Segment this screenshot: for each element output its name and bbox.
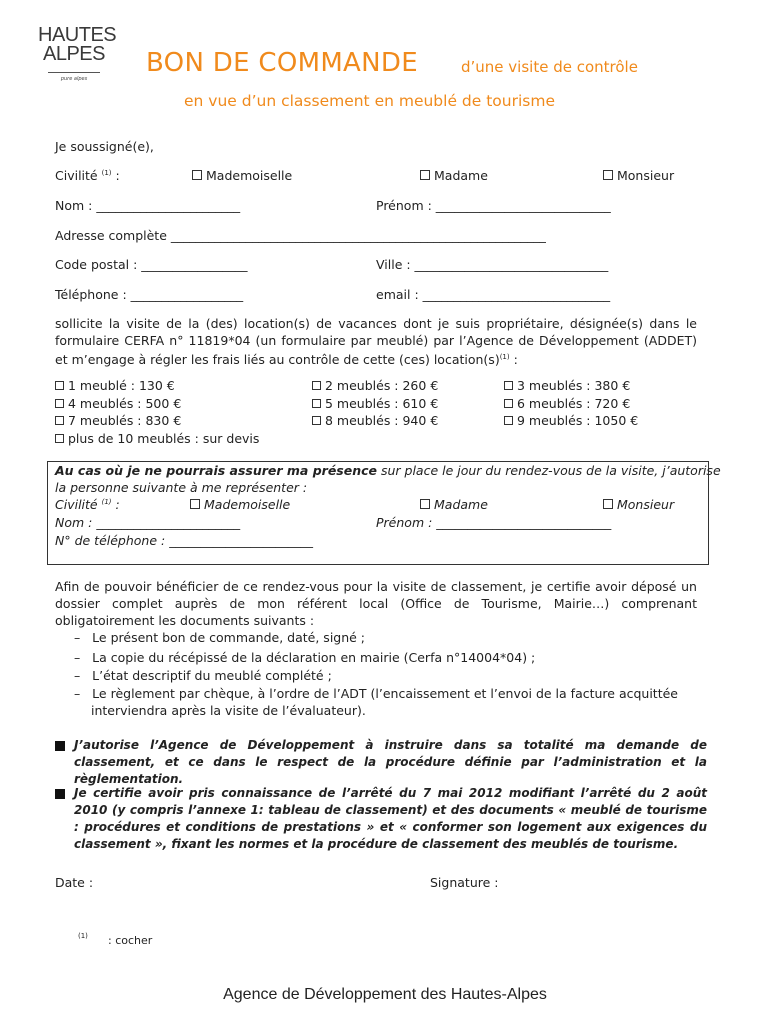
- logo-line1: HAUTES: [38, 24, 117, 46]
- checkbox-icon[interactable]: [190, 499, 200, 509]
- request-end: :: [509, 352, 518, 368]
- request-note-ref: (1): [499, 353, 510, 361]
- checkbox-icon[interactable]: [504, 399, 513, 408]
- checkbox-madame-label: Madame: [434, 168, 488, 183]
- nom-field[interactable]: Nom : _______________________: [55, 198, 241, 213]
- price-option[interactable]: [504, 413, 638, 428]
- price-option[interactable]: [55, 378, 175, 393]
- list-item: – Le présent bon de commande, daté, signé ;: [74, 630, 366, 645]
- price-label: 3 meublés : 380 €: [517, 378, 631, 393]
- price-label: 2 meublés : 260 €: [325, 378, 439, 393]
- rep-telephone-field[interactable]: N° de téléphone : _______________________: [55, 533, 313, 548]
- rep-civilite-colon: :: [111, 497, 120, 512]
- rep-mme-label: Madame: [434, 497, 488, 512]
- checkbox-icon[interactable]: [603, 499, 613, 509]
- rep-checkbox-madame[interactable]: [420, 497, 488, 512]
- checkbox-madame[interactable]: [420, 168, 488, 183]
- list-item-text: Le présent bon de commande, daté, signé ;: [92, 630, 366, 645]
- date-field[interactable]: Date :: [55, 875, 94, 890]
- checkbox-icon[interactable]: [312, 416, 321, 425]
- logo-line2: ALPES: [43, 43, 105, 65]
- checkbox-mademoiselle[interactable]: [192, 168, 292, 183]
- checkbox-monsieur-label: Monsieur: [617, 168, 675, 183]
- price-option[interactable]: [55, 396, 181, 411]
- price-option[interactable]: [55, 431, 259, 446]
- page-title-sub: d’une visite de contrôle: [461, 58, 638, 76]
- list-item-text: La copie du récépissé de la déclaration en mairie (Cerfa n°14004*04) ;: [92, 650, 536, 665]
- price-option[interactable]: [504, 378, 630, 393]
- bullet-square-icon: [55, 741, 65, 751]
- checkbox-icon[interactable]: [55, 399, 64, 408]
- price-option[interactable]: [312, 396, 438, 411]
- rep-civilite-text: Civilité: [55, 497, 98, 512]
- civilite-label: [55, 168, 120, 183]
- rep-m-label: Monsieur: [617, 497, 675, 512]
- rep-checkbox-mademoiselle[interactable]: [190, 497, 290, 512]
- checkbox-icon[interactable]: [312, 381, 321, 390]
- absence-bold: Au cas où je ne pourrais assurer ma présence: [55, 463, 377, 478]
- checkbox-monsieur[interactable]: [603, 168, 674, 183]
- rep-nom-field[interactable]: Nom : _______________________: [55, 515, 241, 530]
- footer-text: Agence de Développement des Hautes-Alpes: [223, 986, 547, 1003]
- checkbox-icon[interactable]: [192, 170, 202, 180]
- price-label: 4 meublés : 500 €: [68, 396, 182, 411]
- checkbox-icon[interactable]: [55, 381, 64, 390]
- list-item: – La copie du récépissé de la déclaration en mairie (Cerfa n°14004*04) ;: [74, 650, 536, 665]
- list-item-text: L’état descriptif du meublé complété ;: [92, 668, 332, 683]
- logo: [38, 24, 117, 92]
- price-label: 6 meublés : 720 €: [517, 396, 631, 411]
- checkbox-icon[interactable]: [504, 416, 513, 425]
- list-item: – Le règlement par chèque, à l’ordre de l’ADT (l’encaissement et l’envoi de la facture acquittée: [74, 686, 678, 701]
- checkbox-icon[interactable]: [504, 381, 513, 390]
- note-text: : cocher: [108, 934, 153, 947]
- adresse-field[interactable]: Adresse complète ____________________________________________________________: [55, 228, 546, 243]
- price-label: 7 meublés : 830 €: [68, 413, 182, 428]
- email-field[interactable]: email : ______________________________: [376, 287, 611, 302]
- list-item: – L’état descriptif du meublé complété ;: [74, 668, 332, 683]
- request-paragraph: [55, 315, 697, 368]
- price-label: 9 meublés : 1050 €: [517, 413, 639, 428]
- logo-tagline: pure alpes: [60, 76, 88, 82]
- rep-civilite-note-ref: (1): [101, 497, 112, 506]
- price-label: plus de 10 meublés : sur devis: [68, 431, 260, 446]
- certification-text: Je certifie avoir pris connaissance de l’arrêté du 7 mai 2012 modifiant l’arrêté du 2 août 2010 (y compris l’annexe 1: tableau de classement) et des documents « meublé de tourisme : procédures et conditions de prestations » et « conformer son logement aux exigences du classement », fixant les normes et la procédure de classement des meublés de tourisme.: [74, 786, 707, 851]
- certify-paragraph: Afin de pouvoir bénéficier de ce rendez-vous pour la visite de classement, je certifie avoir déposé un dossier complet auprès de mon référent local (Office de Tourisme, Mairie…) comprenant obligatoirement les documents suivants :: [55, 579, 697, 628]
- rep-mlle-label: Mademoiselle: [204, 497, 291, 512]
- price-option[interactable]: [312, 378, 438, 393]
- price-option[interactable]: [312, 413, 438, 428]
- price-option[interactable]: [55, 413, 181, 428]
- price-label: 5 meublés : 610 €: [325, 396, 439, 411]
- price-option[interactable]: [504, 396, 630, 411]
- absence-rest: sur place le jour du rendez-vous de la visite, j’autorise: [377, 463, 721, 478]
- prenom-field[interactable]: Prénom : ____________________________: [376, 198, 611, 213]
- list-item-continued: interviendra après la visite de l’évaluateur).: [91, 703, 366, 718]
- page-title: BON DE COMMANDE: [146, 48, 418, 78]
- checkbox-icon[interactable]: [420, 499, 430, 509]
- intro-text: Je soussigné(e),: [55, 139, 154, 154]
- rep-prenom-field[interactable]: Prénom : ____________________________: [376, 515, 612, 530]
- signature-field[interactable]: Signature :: [430, 875, 499, 890]
- page-subtitle: en vue d’un classement en meublé de tourisme: [184, 92, 555, 110]
- absence-line2: la personne suivante à me représenter :: [55, 480, 308, 495]
- civilite-colon: :: [111, 168, 120, 183]
- rep-checkbox-monsieur[interactable]: [603, 497, 674, 512]
- price-label: 1 meublé : 130 €: [68, 378, 175, 393]
- civilite-label-text: Civilité: [55, 168, 98, 183]
- checkbox-icon[interactable]: [312, 399, 321, 408]
- ville-field[interactable]: Ville : _______________________________: [376, 257, 609, 272]
- code-postal-field[interactable]: Code postal : _________________: [55, 257, 248, 272]
- bullet-square-icon: [55, 789, 65, 799]
- checkbox-icon[interactable]: [603, 170, 613, 180]
- checkbox-icon[interactable]: [55, 434, 64, 443]
- price-label: 8 meublés : 940 €: [325, 413, 439, 428]
- checkbox-icon[interactable]: [55, 416, 64, 425]
- rep-civilite-label: [55, 497, 120, 512]
- list-item-text: Le règlement par chèque, à l’ordre de l’ADT (l’encaissement et l’envoi de la facture acquittée: [92, 686, 678, 701]
- authorisation-text: J’autorise l’Agence de Développement à instruire dans sa totalité ma demande de classement, et ce dans le respect de la procédure définie par l’administration et la règlementation.: [74, 738, 707, 786]
- request-text: sollicite la visite de la (des) location(s) de vacances dont je suis propriétaire, désignée(s) dans le formulaire CERFA n° 11819*04 (un formulaire par meublé) par l’Agence de Développement (ADDET) et m’engage à régler les frais liés au contrôle de cette (ces) location(s): [55, 316, 697, 368]
- telephone-field[interactable]: Téléphone : __________________: [55, 287, 244, 302]
- absence-line1: [55, 463, 721, 478]
- logo-divider: [48, 72, 100, 73]
- note-ref: (1): [78, 932, 88, 940]
- civilite-note-ref: (1): [101, 168, 112, 177]
- checkbox-icon[interactable]: [420, 170, 430, 180]
- checkbox-mademoiselle-label: Mademoiselle: [206, 168, 293, 183]
